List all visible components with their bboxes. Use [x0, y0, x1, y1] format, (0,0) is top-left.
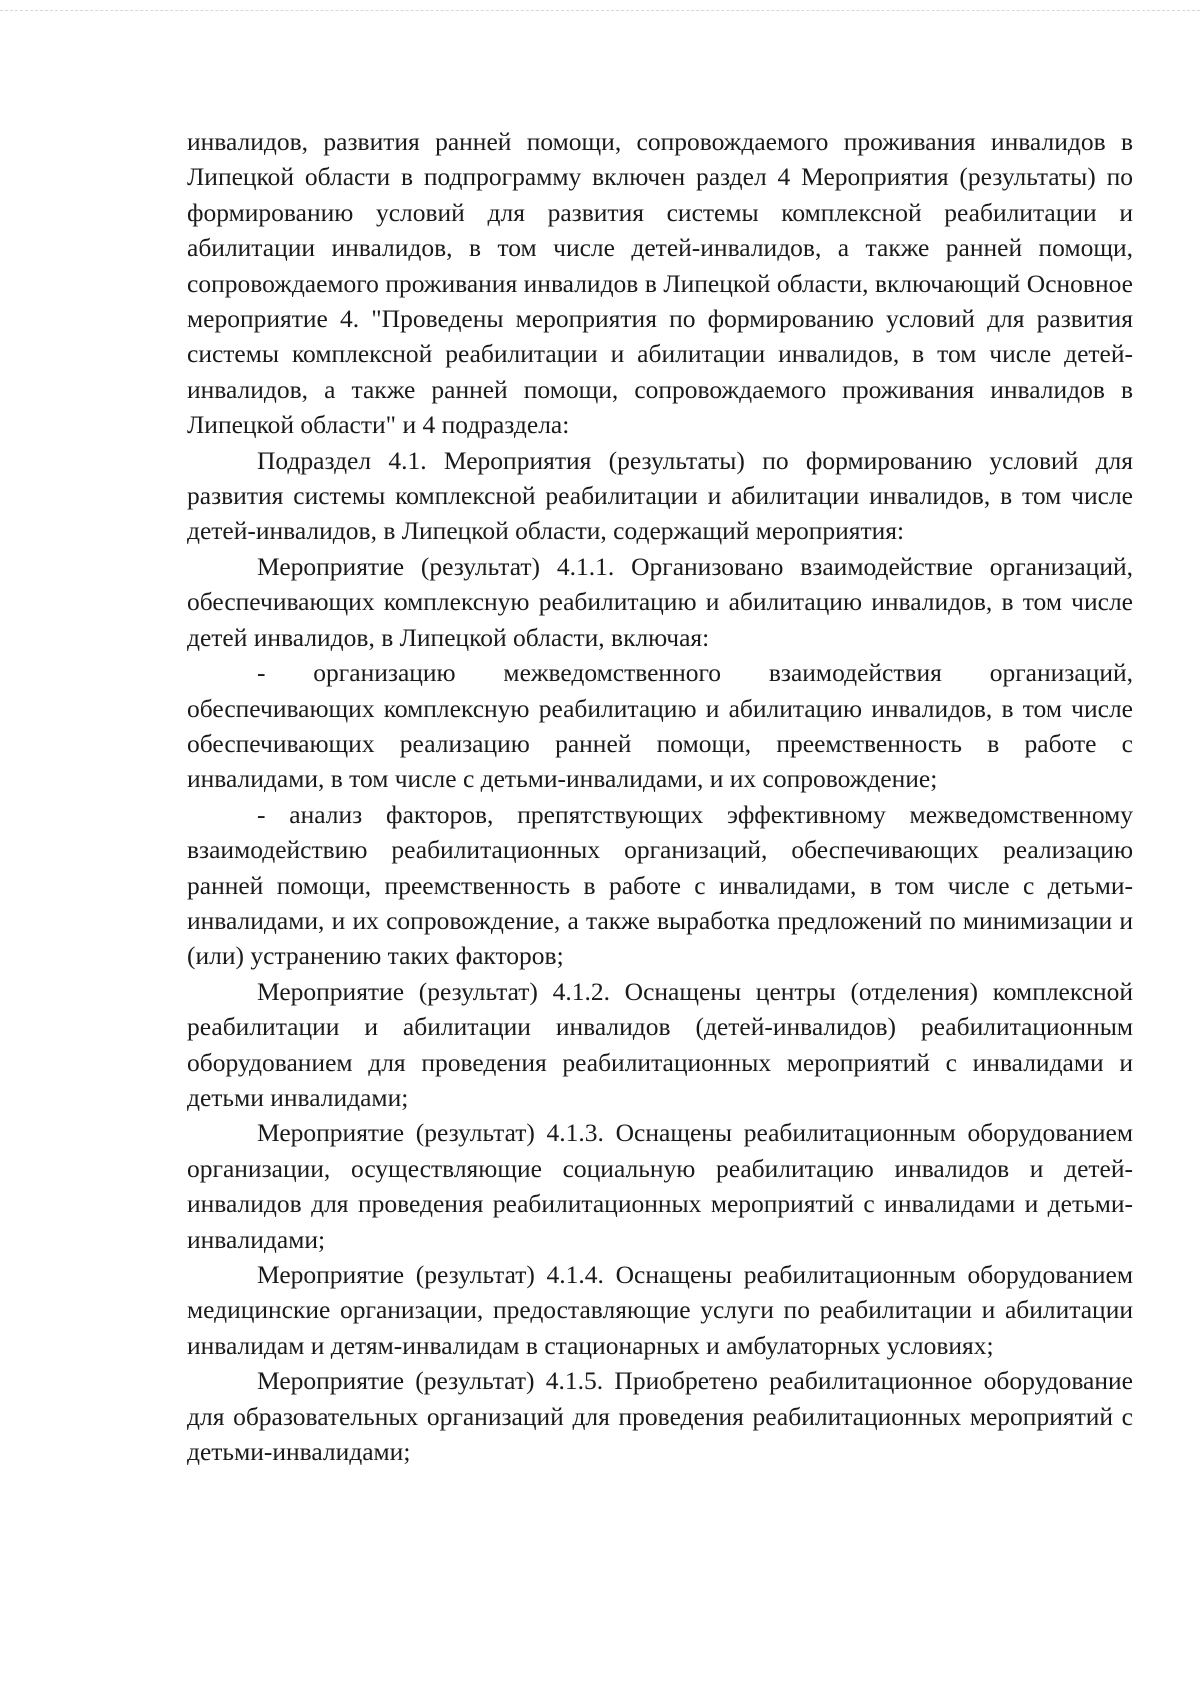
paragraph-measure-4-1-5: Мероприятие (результат) 4.1.5. Приобретено реабилитационное оборудование для образовательных организаций для проведения реабилитационных мероприятий с детьми-инвалидами;	[187, 1366, 1133, 1467]
paragraph-subsection-4-1: Подраздел 4.1. Мероприятия (результаты) по формированию условий для развития системы комплексной реабилитации и абилитации инвалидов, в том числе детей-инвалидов, в Липецкой области, содержащий мероприятия:	[187, 445, 1133, 546]
paragraph-measure-4-1-4: Мероприятие (результат) 4.1.4. Оснащены реабилитационным оборудованием медицинские организации, предоставляющие услуги по реабилитации и абилитации инвалидам и детям-инвалидам в стационарных и амбулаторных условиях;	[187, 1260, 1133, 1360]
list-item-analysis: - анализ факторов, препятствующих эффективному межведомственному взаимодействию реабилитационных организаций, обеспечивающих реализацию ранней помощи, преемственность в работе с инвалидами, в том числе с детьми-инвалидами, и их сопровождение, а также выработка предложений по минимизации и (или) устранению таких факторов;	[187, 799, 1133, 971]
paragraph-measure-4-1-2: Мероприятие (результат) 4.1.2. Оснащены центры (отделения) комплексной реабилитации и абилитации инвалидов (детей-инвалидов) реабилитационным оборудованием для проведения реабилитационных мероприятий с инвалидами и детьми инвалидами;	[187, 976, 1133, 1112]
scan-edge-line	[0, 10, 1200, 11]
list-item-organization: - организацию межведомственного взаимодействия организаций, обеспечивающих комплексную реабилитацию и абилитацию инвалидов, в том числе обеспечивающих реализацию ранней помощи, преемственность в работе с инвалидами, в том числе с детьми-инвалидами, и их сопровождение;	[187, 658, 1133, 794]
paragraph-measure-4-1-1: Мероприятие (результат) 4.1.1. Организовано взаимодействие организаций, обеспечивающих комплексную реабилитацию и абилитацию инвалидов, в том числе детей инвалидов, в Липецкой области, включая:	[187, 551, 1133, 652]
document-body	[187, 124, 1133, 1469]
paragraph-measure-4-1-3: Мероприятие (результат) 4.1.3. Оснащены реабилитационным оборудованием организации, осуществляющие социальную реабилитацию инвалидов и детей-инвалидов для проведения реабилитационных мероприятий с инвалидами и детьми-инвалидами;	[187, 1118, 1133, 1254]
paragraph-intro: инвалидов, развития ранней помощи, сопровождаемого проживания инвалидов в Липецкой области в подпрограмму включен раздел 4 Мероприятия (результаты) по формированию условий для развития системы комплексной реабилитации и абилитации инвалидов, в том числе детей-инвалидов, а также ранней помощи, сопровождаемого проживания инвалидов в Липецкой области, включающий Основное мероприятие 4. "Проведены мероприятия по формированию условий для развития системы комплексной реабилитации и абилитации инвалидов, в том числе детей-инвалидов, а также ранней помощи, сопровождаемого проживания инвалидов в Липецкой области" и 4 подраздела:	[187, 127, 1133, 440]
